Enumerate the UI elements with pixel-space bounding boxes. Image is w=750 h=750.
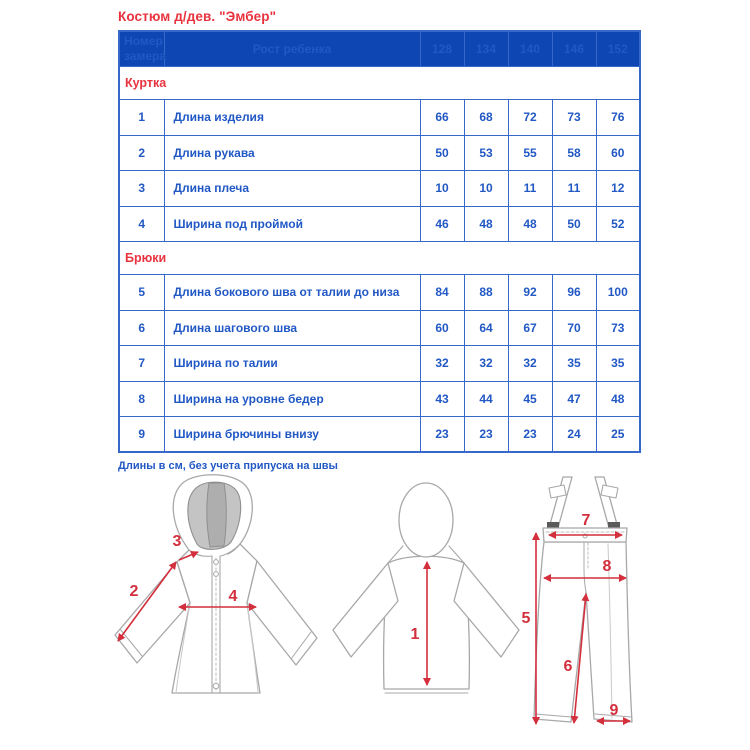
- measure-number: 9: [119, 417, 164, 453]
- measure-value: 60: [420, 310, 464, 346]
- measure-value: 10: [420, 171, 464, 207]
- table-row: [119, 135, 640, 171]
- measure-value: 52: [596, 206, 640, 242]
- measure-value: 11: [552, 171, 596, 207]
- measure-value: 50: [420, 135, 464, 171]
- measure-number: 7: [119, 346, 164, 382]
- measure-value: 67: [508, 310, 552, 346]
- measure-label: Ширина по талии: [164, 346, 420, 382]
- measure-value: 47: [552, 381, 596, 417]
- measure-label: Ширина на уровне бедер: [164, 381, 420, 417]
- garment-drawings: [105, 472, 665, 746]
- measure-value: 23: [508, 417, 552, 453]
- measure-value: 32: [508, 346, 552, 382]
- table-row: [119, 275, 640, 311]
- measure-value: 68: [464, 100, 508, 136]
- dimension-label-9: 9: [609, 702, 619, 719]
- table-header-row: [119, 31, 640, 67]
- measure-value: 10: [464, 171, 508, 207]
- jacket-back-drawing: [333, 483, 519, 693]
- measure-label: Длина шагового шва: [164, 310, 420, 346]
- measure-label: Ширина брючины внизу: [164, 417, 420, 453]
- measure-value: 23: [420, 417, 464, 453]
- section-row: [119, 67, 640, 100]
- measure-value: 44: [464, 381, 508, 417]
- measure-value: 70: [552, 310, 596, 346]
- measure-value: 58: [552, 135, 596, 171]
- measure-value: 96: [552, 275, 596, 311]
- measure-number: 4: [119, 206, 164, 242]
- measure-value: 35: [596, 346, 640, 382]
- measure-number: 1: [119, 100, 164, 136]
- measure-value: 12: [596, 171, 640, 207]
- header-child-height: Рост ребенка: [164, 31, 420, 67]
- measure-value: 24: [552, 417, 596, 453]
- dimension-label-5: 5: [521, 610, 531, 627]
- table-row: [119, 346, 640, 382]
- measure-value: 66: [420, 100, 464, 136]
- measure-label: Длина бокового шва от талии до низа: [164, 275, 420, 311]
- table-row: [119, 171, 640, 207]
- measure-value: 60: [596, 135, 640, 171]
- measure-value: 72: [508, 100, 552, 136]
- table-row: [119, 100, 640, 136]
- measure-number: 3: [119, 171, 164, 207]
- measure-value: 43: [420, 381, 464, 417]
- section-title: Брюки: [119, 242, 640, 275]
- units-footnote: Длины в см, без учета припуска на швы: [118, 460, 338, 472]
- measure-value: 48: [596, 381, 640, 417]
- measure-value: 48: [464, 206, 508, 242]
- measure-value: 35: [552, 346, 596, 382]
- section-title: Куртка: [119, 67, 640, 100]
- measure-value: 23: [464, 417, 508, 453]
- table-row: [119, 381, 640, 417]
- measure-value: 32: [420, 346, 464, 382]
- measure-value: 73: [552, 100, 596, 136]
- table-row: [119, 417, 640, 453]
- measure-number: 8: [119, 381, 164, 417]
- measure-value: 55: [508, 135, 552, 171]
- dimension-label-6: 6: [563, 658, 573, 675]
- size-chart-sheet: [118, 9, 639, 472]
- page-title: Костюм д/дев. "Эмбер": [118, 9, 277, 24]
- header-size-134: 134: [464, 31, 508, 67]
- measure-label: Длина изделия: [164, 100, 420, 136]
- measure-value: 64: [464, 310, 508, 346]
- measure-value: 88: [464, 275, 508, 311]
- table-row: [119, 206, 640, 242]
- measure-value: 11: [508, 171, 552, 207]
- header-size-146: 146: [552, 31, 596, 67]
- measure-value: 50: [552, 206, 596, 242]
- measure-value: 76: [596, 100, 640, 136]
- measure-value: 92: [508, 275, 552, 311]
- measure-value: 32: [464, 346, 508, 382]
- measure-label: Длина плеча: [164, 171, 420, 207]
- measure-value: 100: [596, 275, 640, 311]
- dimension-label-3: 3: [172, 533, 182, 550]
- measure-value: 46: [420, 206, 464, 242]
- header-measure-number: Номер замера: [119, 31, 164, 67]
- measure-value: 25: [596, 417, 640, 453]
- measure-label: Длина рукава: [164, 135, 420, 171]
- measure-value: 53: [464, 135, 508, 171]
- header-size-152: 152: [596, 31, 640, 67]
- header-size-140: 140: [508, 31, 552, 67]
- measure-value: 73: [596, 310, 640, 346]
- measure-value: 45: [508, 381, 552, 417]
- table-row: [119, 310, 640, 346]
- measure-label: Ширина под проймой: [164, 206, 420, 242]
- size-table-body: [119, 67, 640, 453]
- dimension-label-8: 8: [602, 558, 612, 575]
- measure-number: 2: [119, 135, 164, 171]
- measure-value: 48: [508, 206, 552, 242]
- section-row: [119, 242, 640, 275]
- measure-value: 84: [420, 275, 464, 311]
- measure-number: 5: [119, 275, 164, 311]
- dimension-label-4: 4: [228, 588, 238, 605]
- dimension-label-7: 7: [581, 512, 591, 529]
- header-size-128: 128: [420, 31, 464, 67]
- dimension-label-2: 2: [129, 583, 139, 600]
- dimension-label-1: 1: [410, 626, 420, 643]
- size-table: [118, 30, 641, 453]
- measure-number: 6: [119, 310, 164, 346]
- jacket-front-drawing: [115, 475, 317, 693]
